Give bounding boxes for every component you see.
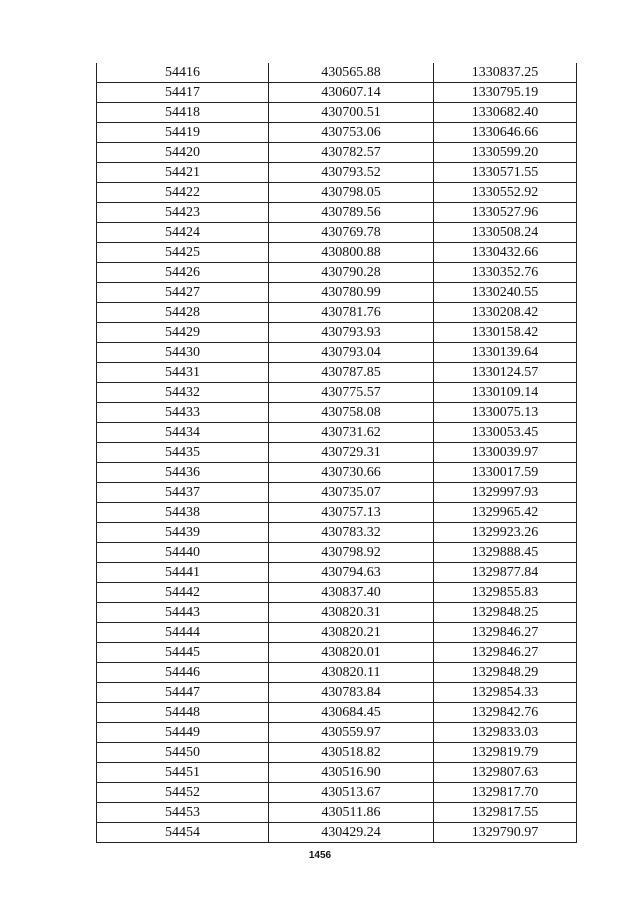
x-coordinate-cell: 430753.06 (269, 123, 434, 143)
table-row (97, 823, 577, 843)
x-coordinate-cell: 430684.45 (269, 703, 434, 723)
point-id-cell: 54431 (97, 363, 269, 383)
y-coordinate-cell: 1329842.76 (434, 703, 577, 723)
y-coordinate-cell: 1330682.40 (434, 103, 577, 123)
y-coordinate-cell: 1330837.25 (434, 63, 577, 83)
table-row (97, 603, 577, 623)
x-coordinate-cell: 430798.05 (269, 183, 434, 203)
y-coordinate-cell: 1330124.57 (434, 363, 577, 383)
table-row (97, 223, 577, 243)
table-row (97, 343, 577, 363)
point-id-cell: 54453 (97, 803, 269, 823)
y-coordinate-cell: 1330139.64 (434, 343, 577, 363)
point-id-cell: 54443 (97, 603, 269, 623)
point-id-cell: 54420 (97, 143, 269, 163)
y-coordinate-cell: 1330017.59 (434, 463, 577, 483)
x-coordinate-cell: 430731.62 (269, 423, 434, 443)
point-id-cell: 54418 (97, 103, 269, 123)
x-coordinate-cell: 430565.88 (269, 63, 434, 83)
point-id-cell: 54440 (97, 543, 269, 563)
y-coordinate-cell: 1329817.55 (434, 803, 577, 823)
x-coordinate-cell: 430789.56 (269, 203, 434, 223)
point-id-cell: 54427 (97, 283, 269, 303)
y-coordinate-cell: 1329877.84 (434, 563, 577, 583)
table-row (97, 583, 577, 603)
table-row (97, 643, 577, 663)
x-coordinate-cell: 430781.76 (269, 303, 434, 323)
y-coordinate-cell: 1329807.63 (434, 763, 577, 783)
point-id-cell: 54435 (97, 443, 269, 463)
table-row (97, 543, 577, 563)
x-coordinate-cell: 430798.92 (269, 543, 434, 563)
point-id-cell: 54446 (97, 663, 269, 683)
point-id-cell: 54428 (97, 303, 269, 323)
point-id-cell: 54438 (97, 503, 269, 523)
table-row (97, 703, 577, 723)
x-coordinate-cell: 430820.01 (269, 643, 434, 663)
point-id-cell: 54422 (97, 183, 269, 203)
x-coordinate-cell: 430780.99 (269, 283, 434, 303)
table-row (97, 723, 577, 743)
x-coordinate-cell: 430783.32 (269, 523, 434, 543)
y-coordinate-cell: 1329848.29 (434, 663, 577, 683)
table-row (97, 63, 577, 83)
table-row (97, 163, 577, 183)
table-row (97, 303, 577, 323)
point-id-cell: 54449 (97, 723, 269, 743)
table-row (97, 663, 577, 683)
point-id-cell: 54452 (97, 783, 269, 803)
point-id-cell: 54450 (97, 743, 269, 763)
y-coordinate-cell: 1329855.83 (434, 583, 577, 603)
table-row (97, 363, 577, 383)
x-coordinate-cell: 430729.31 (269, 443, 434, 463)
y-coordinate-cell: 1329833.03 (434, 723, 577, 743)
table-row (97, 683, 577, 703)
point-id-cell: 54429 (97, 323, 269, 343)
table-row (97, 423, 577, 443)
point-id-cell: 54434 (97, 423, 269, 443)
table-row (97, 283, 577, 303)
x-coordinate-cell: 430820.31 (269, 603, 434, 623)
table-row (97, 323, 577, 343)
y-coordinate-cell: 1329846.27 (434, 643, 577, 663)
x-coordinate-cell: 430429.24 (269, 823, 434, 843)
table-row (97, 563, 577, 583)
table-row (97, 783, 577, 803)
y-coordinate-cell: 1329888.45 (434, 543, 577, 563)
y-coordinate-cell: 1330508.24 (434, 223, 577, 243)
y-coordinate-cell: 1330075.13 (434, 403, 577, 423)
point-id-cell: 54442 (97, 583, 269, 603)
point-id-cell: 54424 (97, 223, 269, 243)
table-row (97, 463, 577, 483)
table-row (97, 763, 577, 783)
y-coordinate-cell: 1329846.27 (434, 623, 577, 643)
x-coordinate-cell: 430787.85 (269, 363, 434, 383)
y-coordinate-cell: 1330432.66 (434, 243, 577, 263)
coordinates-table (96, 63, 577, 843)
y-coordinate-cell: 1330795.19 (434, 83, 577, 103)
table-row (97, 263, 577, 283)
point-id-cell: 54426 (97, 263, 269, 283)
x-coordinate-cell: 430516.90 (269, 763, 434, 783)
x-coordinate-cell: 430775.57 (269, 383, 434, 403)
x-coordinate-cell: 430511.86 (269, 803, 434, 823)
x-coordinate-cell: 430800.88 (269, 243, 434, 263)
point-id-cell: 54417 (97, 83, 269, 103)
y-coordinate-cell: 1329817.70 (434, 783, 577, 803)
table-row (97, 403, 577, 423)
y-coordinate-cell: 1330527.96 (434, 203, 577, 223)
point-id-cell: 54423 (97, 203, 269, 223)
table-row (97, 183, 577, 203)
y-coordinate-cell: 1330552.92 (434, 183, 577, 203)
table-row (97, 243, 577, 263)
table-row (97, 803, 577, 823)
table-row (97, 143, 577, 163)
x-coordinate-cell: 430790.28 (269, 263, 434, 283)
x-coordinate-cell: 430793.52 (269, 163, 434, 183)
coordinates-table-body (97, 63, 577, 843)
y-coordinate-cell: 1330208.42 (434, 303, 577, 323)
point-id-cell: 54419 (97, 123, 269, 143)
point-id-cell: 54425 (97, 243, 269, 263)
y-coordinate-cell: 1329997.93 (434, 483, 577, 503)
table-row (97, 483, 577, 503)
y-coordinate-cell: 1330571.55 (434, 163, 577, 183)
x-coordinate-cell: 430518.82 (269, 743, 434, 763)
table-row (97, 743, 577, 763)
y-coordinate-cell: 1330352.76 (434, 263, 577, 283)
x-coordinate-cell: 430794.63 (269, 563, 434, 583)
point-id-cell: 54416 (97, 63, 269, 83)
x-coordinate-cell: 430782.57 (269, 143, 434, 163)
y-coordinate-cell: 1329819.79 (434, 743, 577, 763)
y-coordinate-cell: 1329965.42 (434, 503, 577, 523)
point-id-cell: 54444 (97, 623, 269, 643)
x-coordinate-cell: 430793.93 (269, 323, 434, 343)
x-coordinate-cell: 430820.11 (269, 663, 434, 683)
point-id-cell: 54439 (97, 523, 269, 543)
y-coordinate-cell: 1330109.14 (434, 383, 577, 403)
point-id-cell: 54454 (97, 823, 269, 843)
x-coordinate-cell: 430700.51 (269, 103, 434, 123)
y-coordinate-cell: 1330599.20 (434, 143, 577, 163)
table-row (97, 203, 577, 223)
point-id-cell: 54441 (97, 563, 269, 583)
y-coordinate-cell: 1330158.42 (434, 323, 577, 343)
x-coordinate-cell: 430793.04 (269, 343, 434, 363)
point-id-cell: 54451 (97, 763, 269, 783)
point-id-cell: 54445 (97, 643, 269, 663)
x-coordinate-cell: 430758.08 (269, 403, 434, 423)
x-coordinate-cell: 430559.97 (269, 723, 434, 743)
x-coordinate-cell: 430757.13 (269, 503, 434, 523)
y-coordinate-cell: 1330053.45 (434, 423, 577, 443)
page-number: 1456 (308, 850, 332, 861)
x-coordinate-cell: 430607.14 (269, 83, 434, 103)
point-id-cell: 54433 (97, 403, 269, 423)
y-coordinate-cell: 1330240.55 (434, 283, 577, 303)
y-coordinate-cell: 1329923.26 (434, 523, 577, 543)
point-id-cell: 54421 (97, 163, 269, 183)
table-row (97, 123, 577, 143)
x-coordinate-cell: 430837.40 (269, 583, 434, 603)
point-id-cell: 54430 (97, 343, 269, 363)
y-coordinate-cell: 1329848.25 (434, 603, 577, 623)
x-coordinate-cell: 430783.84 (269, 683, 434, 703)
x-coordinate-cell: 430730.66 (269, 463, 434, 483)
point-id-cell: 54447 (97, 683, 269, 703)
table-row (97, 83, 577, 103)
x-coordinate-cell: 430769.78 (269, 223, 434, 243)
table-row (97, 523, 577, 543)
x-coordinate-cell: 430513.67 (269, 783, 434, 803)
table-row (97, 103, 577, 123)
table-row (97, 383, 577, 403)
point-id-cell: 54448 (97, 703, 269, 723)
point-id-cell: 54437 (97, 483, 269, 503)
x-coordinate-cell: 430820.21 (269, 623, 434, 643)
table-row (97, 623, 577, 643)
y-coordinate-cell: 1329790.97 (434, 823, 577, 843)
y-coordinate-cell: 1330039.97 (434, 443, 577, 463)
point-id-cell: 54432 (97, 383, 269, 403)
y-coordinate-cell: 1329854.33 (434, 683, 577, 703)
x-coordinate-cell: 430735.07 (269, 483, 434, 503)
table-row (97, 503, 577, 523)
point-id-cell: 54436 (97, 463, 269, 483)
table-row (97, 443, 577, 463)
y-coordinate-cell: 1330646.66 (434, 123, 577, 143)
